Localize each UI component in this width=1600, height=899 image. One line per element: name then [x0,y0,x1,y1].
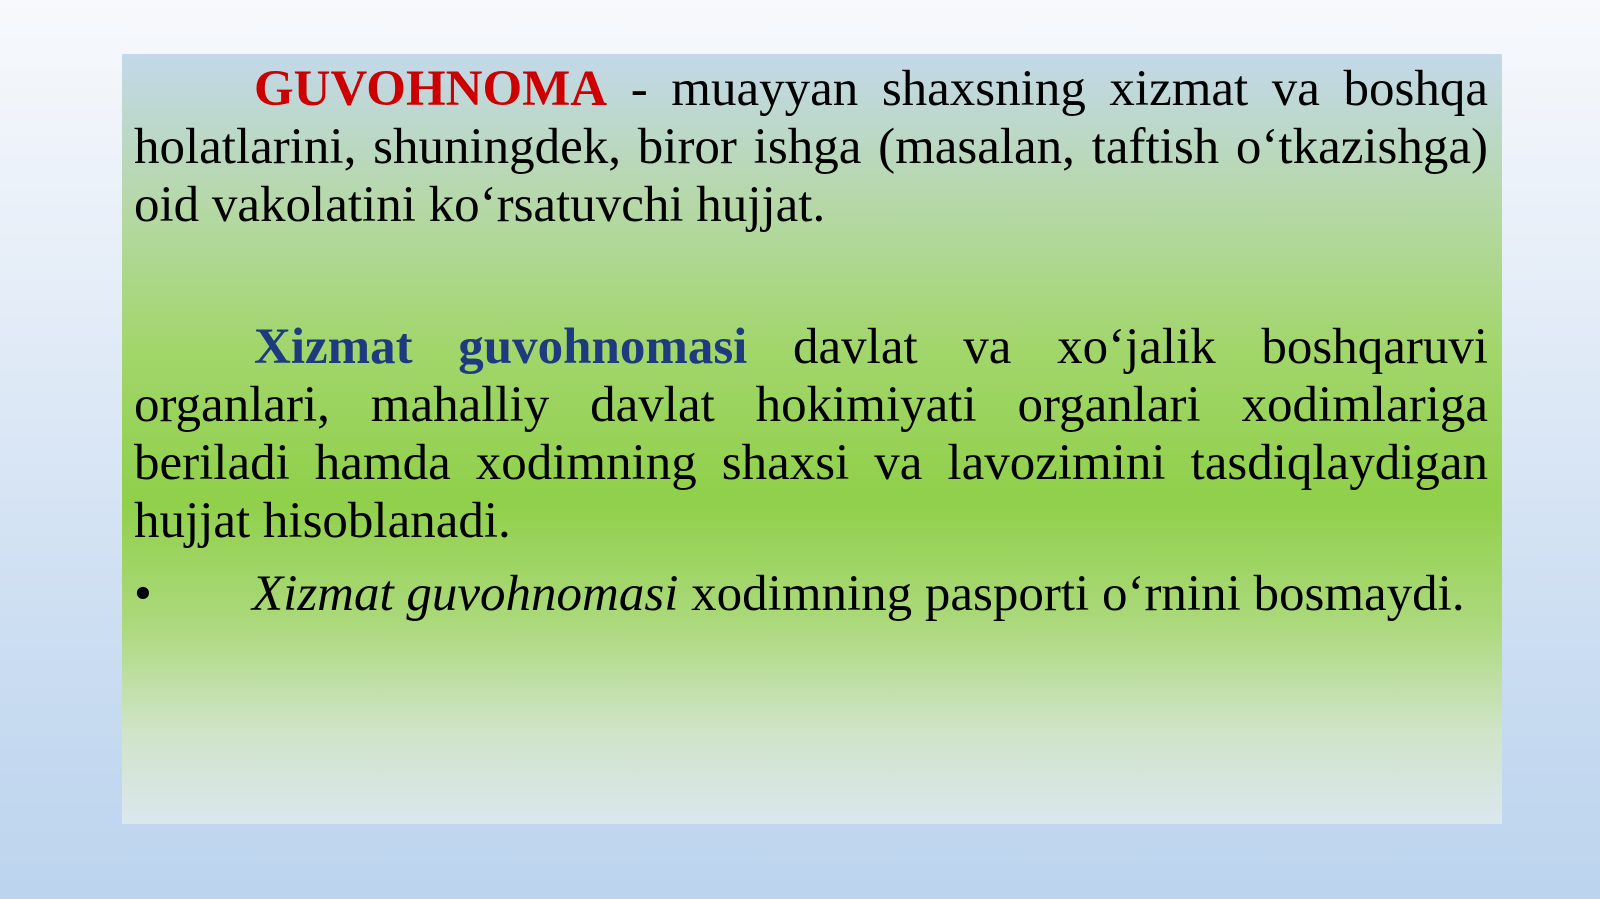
bullet-term: Xizmat guvohnomasi [252,566,679,622]
service-certificate-paragraph [134,318,1488,550]
definition-text: - muayyan shaxsning xizmat va boshqa holatlarini, shuningdek, biror ishga (masalan, taftish o‘tkazishga) oid vakolatini ko‘rsatuvchi hujjat. [134,61,1488,233]
bullet-text: xodimning pasporti o‘rnini bosmaydi. [678,566,1465,622]
term-guvohnoma: GUVOHNOMA [254,61,608,117]
term-xizmat-guvohnomasi: Xizmat guvohnomasi [254,319,748,375]
bullet-item [134,565,1488,623]
bullet-text-block [164,565,1488,623]
definition-paragraph [134,60,1488,234]
bullet-marker: • [134,566,152,622]
service-certificate-text: davlat va xo‘jalik boshqaruvi organlari, mahalliy davlat hokimiyati organlari xodimlariga beriladi hamda xodimning shaxsi va lavozimini tasdiqlaydigan hujjat hisoblanadi. [134,319,1488,549]
